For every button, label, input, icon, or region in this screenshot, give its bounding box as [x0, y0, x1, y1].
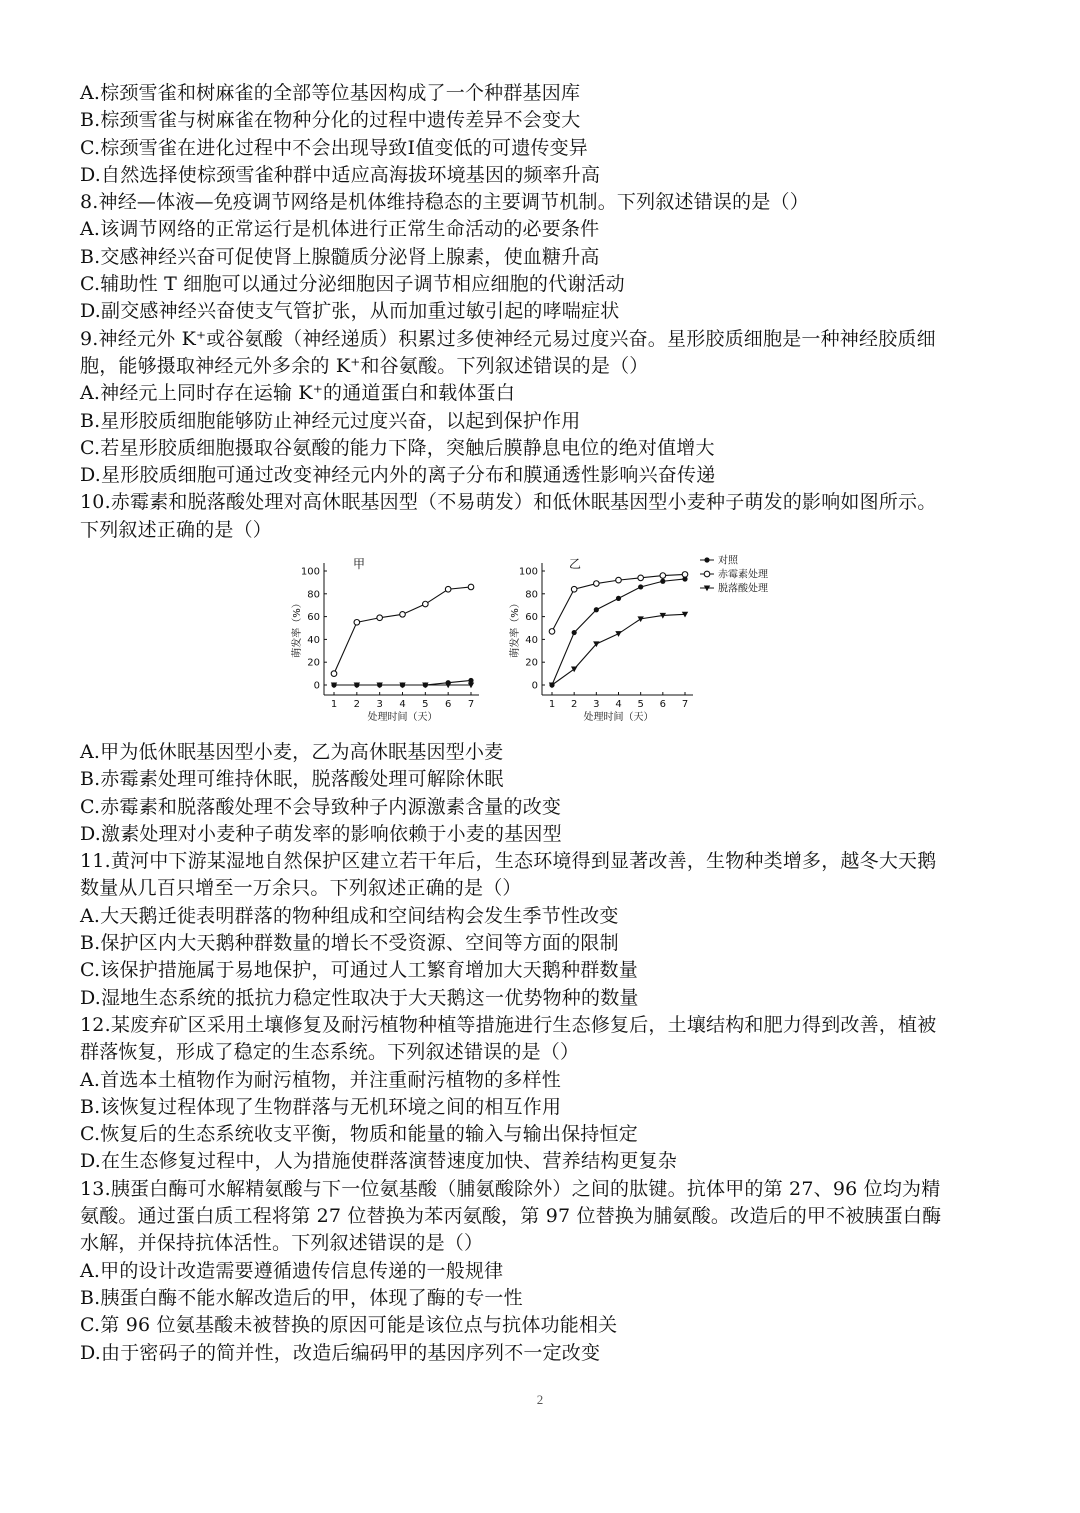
text-line: 13.胰蛋白酶可水解精氨酸与下一位氨基酸（脯氨酸除外）之间的肽键。抗体甲的第 27、96 位均为精 — [80, 1177, 941, 1200]
x-tick-label: 7 — [467, 699, 475, 710]
text-line: 10.赤霉素和脱落酸处理对高休眠基因型（不易萌发）和低休眠基因型小麦种子萌发的影响如图所示。 — [80, 491, 937, 514]
x-tick-label: 5 — [422, 699, 429, 710]
x-tick-label: 2 — [570, 699, 578, 710]
y-tick-label: 60 — [525, 612, 538, 624]
y-tick-label: 20 — [307, 657, 320, 669]
text-line: 11.黄河中下游某湿地自然保护区建立若干年后，生态环境得到显著改善，生物种类增多，越冬大天鹅 — [80, 850, 937, 873]
y-tick-label: 0 — [313, 680, 320, 692]
data-point — [638, 575, 644, 581]
question-text-lower — [80, 739, 1010, 1367]
text-line: C.第 96 位氨基酸未被替换的原因可能是该位点与抗体功能相关 — [80, 1314, 618, 1337]
text-line: A.棕颈雪雀和树麻雀的全部等位基因构成了一个种群基因库 — [80, 82, 581, 104]
y-tick-label: 100 — [518, 566, 538, 578]
text-line: 胞，能够摄取神经元外多余的 K⁺和谷氨酸。下列叙述错误的是（） — [80, 354, 649, 377]
text-line: C.恢复后的生态系统收支平衡，物质和能量的输入与输出保持恒定 — [80, 1123, 638, 1146]
x-tick-label: 6 — [659, 699, 667, 710]
text-line: B.赤霉素处理可维持休眠，脱落酸处理可解除休眠 — [80, 768, 504, 791]
data-point — [704, 571, 710, 577]
text-line: D.由于密码子的简并性，改造后编码甲的基因序列不一定改变 — [80, 1341, 601, 1364]
x-tick-label: 6 — [444, 699, 452, 710]
y-tick-label: 80 — [307, 589, 320, 601]
text-line: A.甲为低休眠基因型小麦，乙为高休眠基因型小麦 — [80, 741, 504, 763]
y-tick-label: 40 — [525, 634, 538, 646]
y-tick-label: 0 — [531, 680, 538, 692]
data-point — [572, 630, 577, 635]
text-line: A.该调节网络的正常运行是机体进行正常生命活动的必要条件 — [80, 218, 600, 241]
text-line: A.神经元上同时存在运输 K⁺的通道蛋白和载体蛋白 — [80, 382, 516, 405]
data-point — [468, 584, 474, 590]
x-tick-label: 4 — [615, 699, 622, 710]
text-line: D.激素处理对小麦种子萌发率的影响依赖于小麦的基因型 — [80, 822, 562, 845]
text-line: B.保护区内大天鹅种群数量的增长不受资源、空间等方面的限制 — [80, 932, 619, 955]
chart-panel-yi — [542, 557, 714, 695]
y-axis-label: 萌发率（%） — [510, 598, 521, 658]
text-line: A.大天鹅迁徙表明群落的物种组成和空间结构会发生季节性改变 — [80, 904, 619, 927]
germination-figure — [290, 548, 810, 738]
x-tick-label: 5 — [637, 699, 644, 710]
x-tick-label: 2 — [353, 699, 361, 710]
text-line: C.若星形胶质细胞摄取谷氨酸的能力下降，突触后膜静息电位的绝对值增大 — [80, 436, 715, 459]
series-line — [334, 587, 471, 674]
y-tick-label: 60 — [307, 612, 320, 624]
x-tick-label: 7 — [681, 699, 689, 710]
text-line: D.自然选择使棕颈雪雀种群中适应高海拔环境基因的频率升高 — [80, 163, 601, 186]
data-point — [468, 678, 473, 683]
data-point — [331, 671, 337, 677]
y-tick-label: 20 — [525, 657, 538, 669]
series-line — [552, 614, 685, 685]
text-line: C.辅助性 T 细胞可以通过分泌细胞因子调节相应细胞的代谢活动 — [80, 273, 625, 296]
x-tick-label: 3 — [376, 699, 383, 710]
text-line: B.该恢复过程体现了生物群落与无机环境之间的相互作用 — [80, 1095, 562, 1118]
text-line: 数量从几百只增至一万余只。下列叙述正确的是（） — [80, 877, 522, 900]
data-point — [682, 572, 688, 578]
text-line: A.首选本土植物作为耐污植物，并注重耐污植物的多样性 — [80, 1068, 561, 1091]
page-number: 2 — [536, 1392, 544, 1407]
data-point — [660, 579, 665, 584]
text-line: C.棕颈雪雀在进化过程中不会出现导致I值变低的可遗传变异 — [80, 136, 589, 159]
y-tick-label: 80 — [525, 589, 538, 601]
data-point — [615, 631, 621, 637]
data-point — [660, 573, 666, 579]
text-line: D.副交感神经兴奋使支气管扩张，从而加重过敏引起的哮喘症状 — [80, 300, 620, 323]
data-point — [637, 616, 643, 622]
data-point — [704, 557, 709, 562]
data-point — [423, 601, 429, 607]
y-tick-label: 40 — [307, 634, 320, 646]
x-axis-label: 处理时间（天） — [583, 712, 654, 723]
question-text-upper — [80, 80, 1010, 544]
text-line: C.该保护措施属于易地保护，可通过人工繁育增加大天鹅种群数量 — [80, 959, 638, 982]
text-line: A.甲的设计改造需要遵循遗传信息传递的一般规律 — [80, 1259, 504, 1282]
data-point — [377, 615, 383, 621]
chart-title: 乙 — [568, 557, 582, 571]
data-point — [549, 629, 555, 635]
x-tick-label: 3 — [593, 699, 600, 710]
chart-title: 甲 — [352, 557, 366, 571]
x-tick-label: 4 — [399, 699, 406, 710]
y-tick-label: 100 — [300, 566, 320, 578]
text-line: 8.神经—体液—免疫调节网络是机体维持稳态的主要调节机制。下列叙述错误的是（） — [80, 191, 809, 214]
y-axis-label: 萌发率（%） — [292, 598, 303, 658]
data-point — [445, 586, 451, 592]
text-line: C.赤霉素和脱落酸处理不会导致种子内源激素含量的改变 — [80, 795, 562, 818]
text-line: D.星形胶质细胞可通过改变神经元内外的离子分布和膜通透性影响兴奋传递 — [80, 464, 716, 487]
chart-panel-jia — [324, 563, 479, 695]
data-point — [400, 612, 406, 618]
data-point — [594, 581, 600, 587]
text-line: 群落恢复，形成了稳定的生态系统。下列叙述错误的是（） — [80, 1041, 580, 1064]
text-line: B.棕颈雪雀与树麻雀在物种分化的过程中遗传差异不会变大 — [80, 109, 581, 132]
text-line: 氨酸。通过蛋白质工程将第 27 位替换为苯丙氨酸，第 97 位替换为脯氨酸。改造后的甲不被胰蛋白酶 — [80, 1205, 942, 1228]
text-line: D.在生态修复过程中，人为措施使群落演替速度加快、营养结构更复杂 — [80, 1150, 677, 1173]
legend-label: 对照 — [718, 555, 738, 567]
data-point — [594, 607, 599, 612]
data-point — [616, 596, 621, 601]
text-line: 12.某废弃矿区采用土壤修复及耐污植物种植等措施进行生态修复后，土壤结构和肥力得到改善，植被 — [80, 1013, 937, 1036]
text-line: B.星形胶质细胞能够防止神经元过度兴奋，以起到保护作用 — [80, 409, 581, 432]
data-point — [354, 620, 360, 626]
data-point — [571, 586, 577, 592]
data-point — [571, 666, 577, 672]
text-line: B.交感神经兴奋可促使肾上腺髓质分泌肾上腺素，使血糖升高 — [80, 245, 600, 268]
x-axis-label: 处理时间（天） — [367, 712, 438, 723]
x-tick-label: 1 — [330, 699, 338, 710]
text-line: 水解，并保持抗体活性。下列叙述错误的是（） — [80, 1232, 484, 1255]
text-line: D.湿地生态系统的抵抗力稳定性取决于大天鹅这一优势物种的数量 — [80, 986, 639, 1009]
legend-label: 脱落酸处理 — [718, 583, 768, 595]
text-line: 9.神经元外 K⁺或谷氨酸（神经递质）积累过多使神经元易过度兴奋。星形胶质细胞是一种神经胶质细 — [80, 327, 936, 350]
legend-label: 赤霉素处理 — [718, 569, 768, 581]
x-tick-label: 1 — [548, 699, 556, 710]
data-point — [616, 577, 622, 583]
data-point — [638, 584, 643, 589]
text-line: B.胰蛋白酶不能水解改造后的甲，体现了酶的专一性 — [80, 1286, 523, 1309]
text-line: 下列叙述正确的是（） — [80, 518, 273, 541]
